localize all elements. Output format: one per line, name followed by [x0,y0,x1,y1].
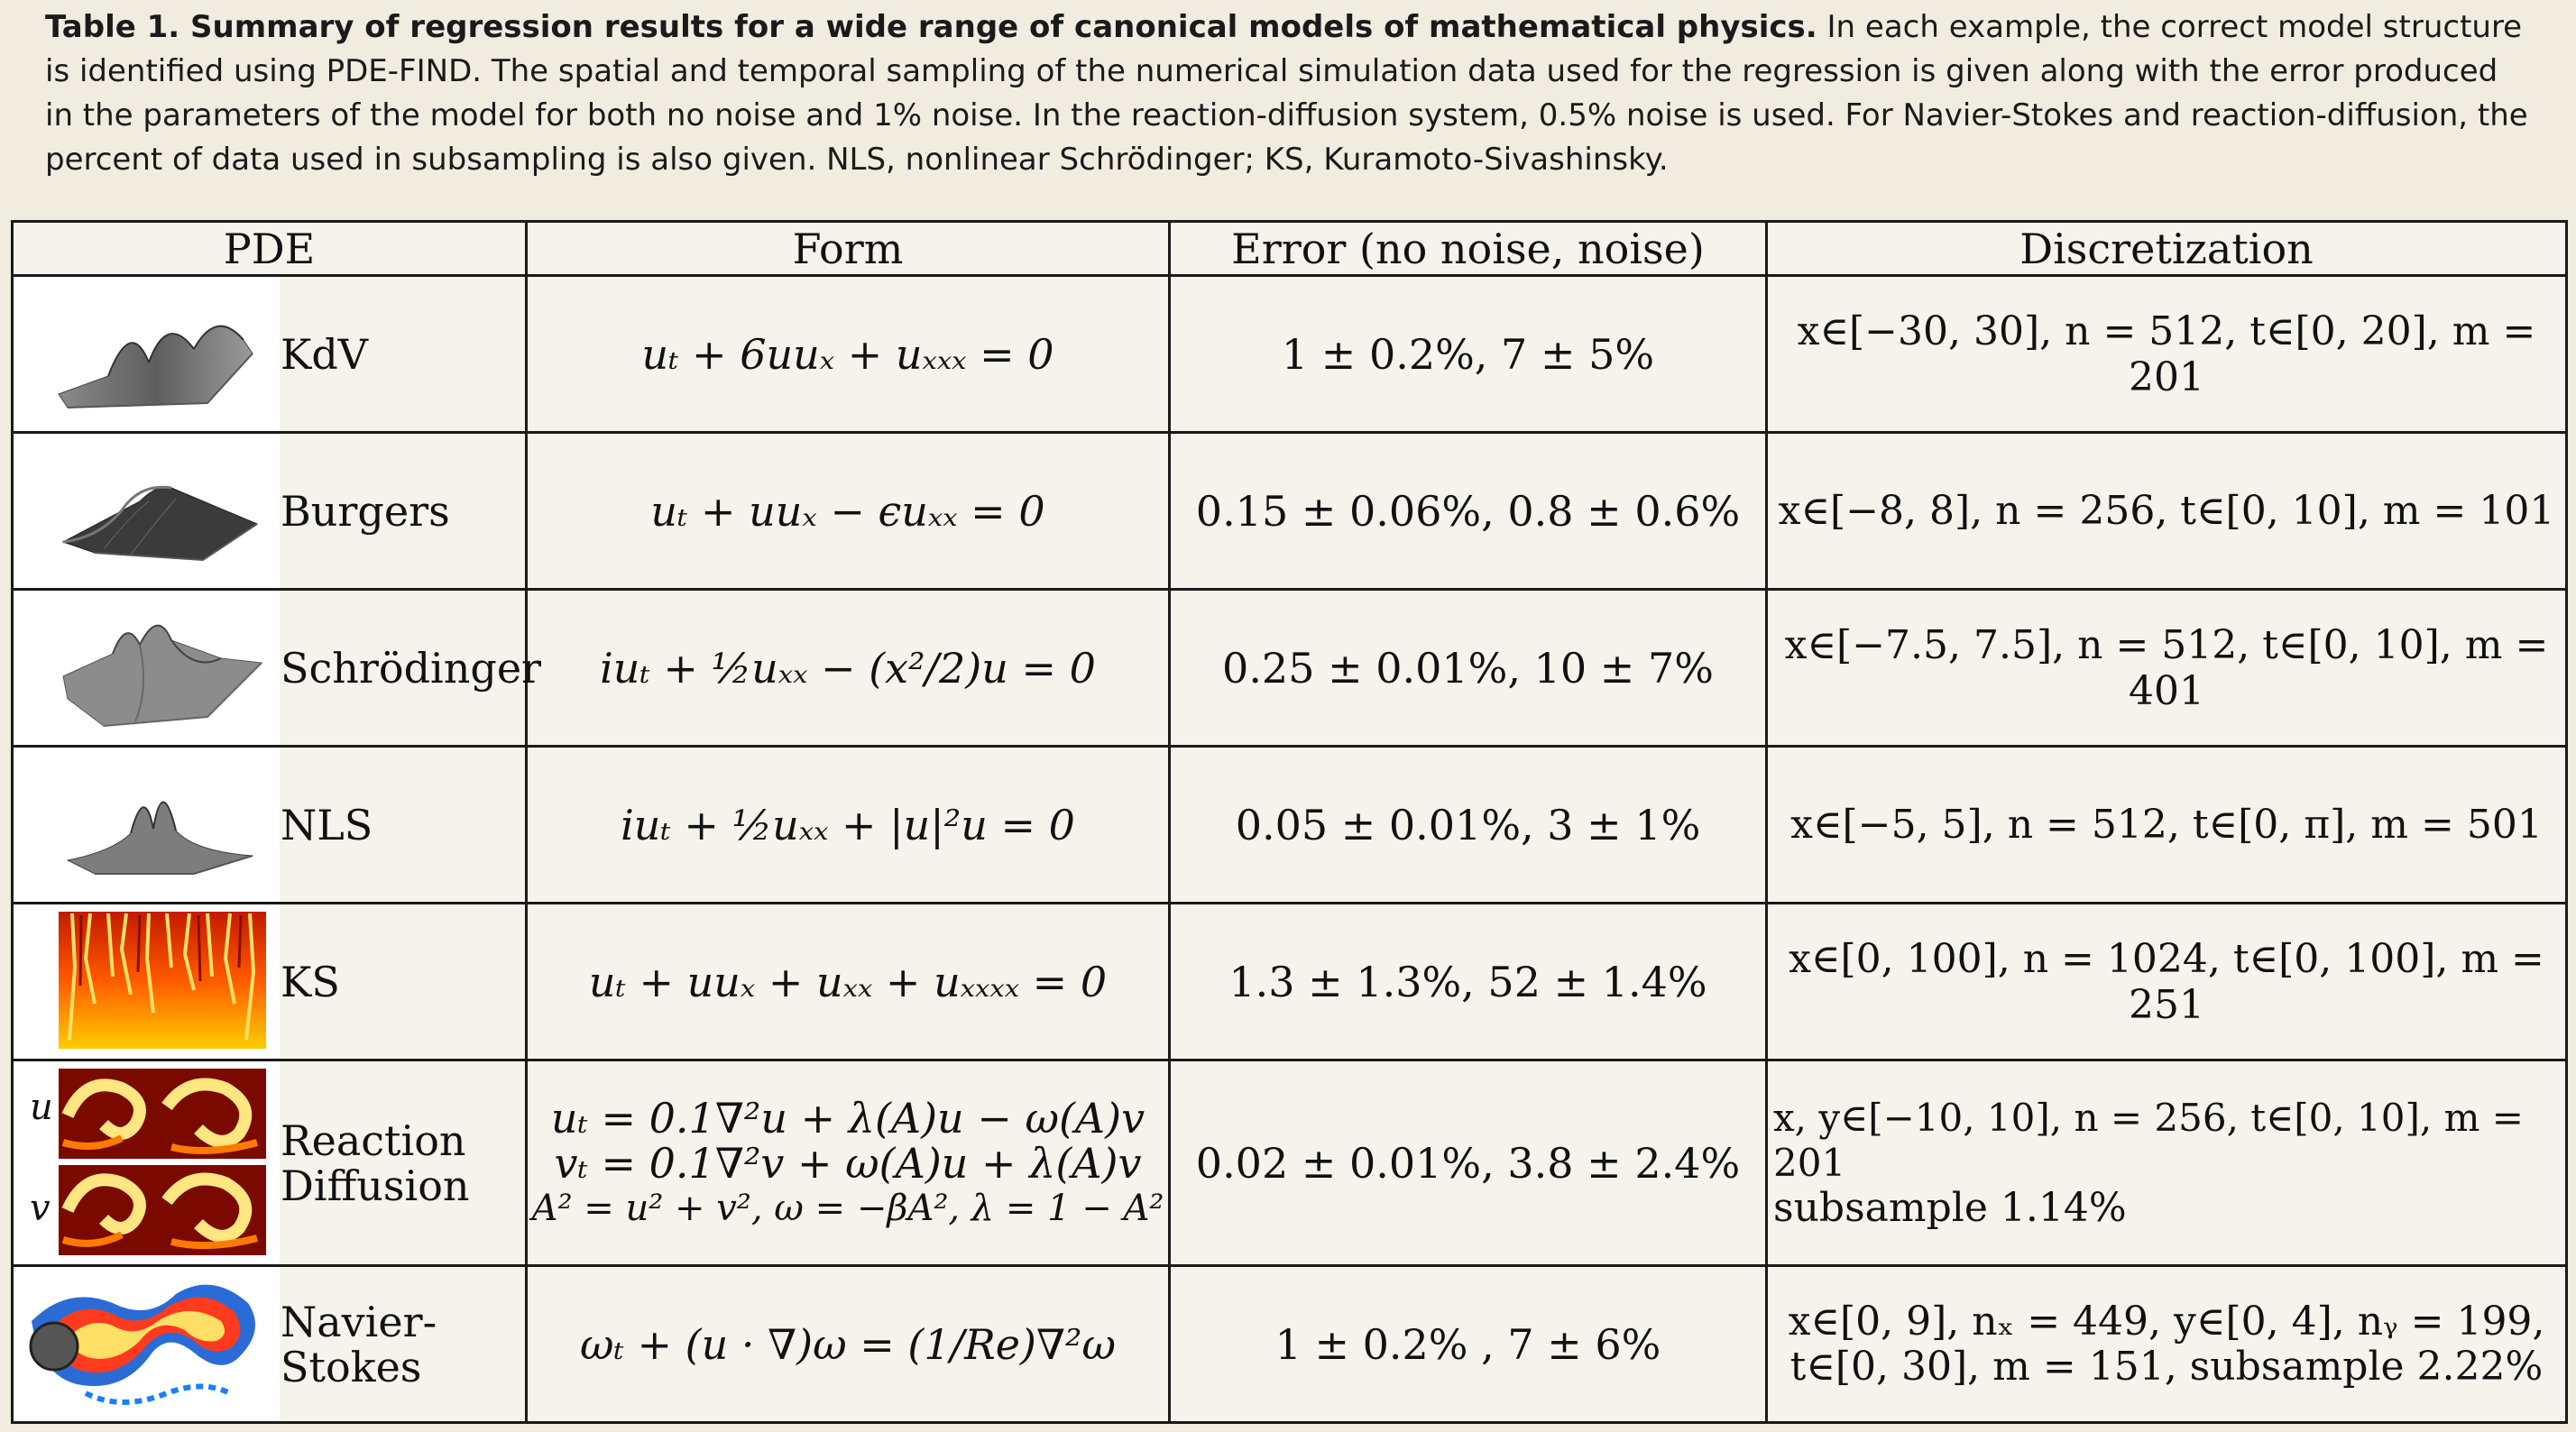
pde-cell [13,1266,527,1423]
pde-form: ωₜ + (u · ∇)ω = (1/Re)∇²ω [527,1266,1170,1423]
schrodinger-surface-plot-icon [14,591,280,745]
form-line: uₜ = 0.1∇²u + λ(A)u − ω(A)v [550,1093,1145,1143]
pde-form: iuₜ + ½uₓₓ − (x²/2)u = 0 [527,590,1170,747]
pde-cell [13,433,527,590]
table-row [13,1266,2567,1423]
table-row [13,747,2567,904]
pde-form: iuₜ + ½uₓₓ + |u|²u = 0 [527,747,1170,904]
pde-discretization [1767,1266,2567,1423]
pde-name [281,1267,518,1421]
pde-form: uₜ + uuₓ + uₓₓ + uₓₓₓₓ = 0 [527,904,1170,1060]
pde-name: KdV [281,329,369,379]
nls-surface-plot-icon [14,748,280,902]
pde-form: uₜ + uuₓ − ϵuₓₓ = 0 [527,433,1170,590]
pde-discretization [1767,1060,2567,1266]
pde-error: 0.25 ± 0.01%, 10 ± 7% [1170,590,1767,747]
ks-heatmap-icon [14,904,280,1059]
v-field-label: v [30,1188,51,1229]
table-row [13,1060,2567,1266]
pde-name: Schrödinger [281,643,542,693]
pde-discretization: x∈[−5, 5], n = 512, t∈[0, π], m = 501 [1767,747,2567,904]
reaction-diffusion-spirals-icon [14,1061,280,1264]
caption-title: Table 1. Summary of regression results for a wide range of canonical models of mathematical physics. [45,9,1817,45]
discretization-line: x∈[0, 9], nₓ = 449, y∈[0, 4], nᵧ = 199, [1788,1298,2545,1345]
table-header-row [13,222,2567,276]
burgers-surface-plot-icon [14,434,280,588]
table-row [13,433,2567,590]
pde-cell [13,590,542,747]
discretization-line: t∈[0, 30], m = 151, subsample 2.22% [1789,1343,2544,1390]
table-caption [45,5,2535,182]
pde-form [527,1060,1170,1266]
pde-name-line: Stokes [281,1342,422,1391]
pde-cell [13,904,527,1060]
header-pde: PDE [13,222,527,276]
discretization-line: x, y∈[−10, 10], n = 256, t∈[0, 10], m = 201 [1773,1095,2524,1185]
form-line: vₜ = 0.1∇²v + ω(A)u + λ(A)v [554,1138,1142,1188]
table-row [13,904,2567,1060]
pde-discretization: x∈[−7.5, 7.5], n = 512, t∈[0, 10], m = 401 [1767,590,2567,747]
header-discretization: Discretization [1767,222,2567,276]
discretization-line: subsample 1.14% [1773,1184,2127,1231]
pde-error: 1 ± 0.2% , 7 ± 6% [1170,1266,1767,1423]
pde-name-line: Diffusion [281,1161,470,1210]
pde-name: KS [281,957,340,1006]
pde-name-line: Reaction [281,1115,466,1165]
table-row [13,276,2567,433]
results-table [11,220,2568,1424]
pde-cell [13,1060,527,1266]
header-error: Error (no noise, noise) [1170,222,1767,276]
header-form: Form [527,222,1170,276]
pde-form: uₜ + 6uuₓ + uₓₓₓ = 0 [527,276,1170,433]
pde-cell [13,747,527,904]
pde-error: 1.3 ± 1.3%, 52 ± 1.4% [1170,904,1767,1060]
kdv-surface-plot-icon [14,277,280,431]
pde-name: NLS [281,800,373,849]
pde-cell [13,276,527,433]
pde-name: Burgers [281,486,450,536]
caption-body: In each example, the correct model structure is identified using PDE-FIND. The spatial and temporal sampling of the numerical simulation data used for the regression is given along with the error produced in the parameters of the model for both no noise and 1% noise. In the reaction-diffusion system, 0.5% noise is used. For Navier-Stokes and reaction-diffusion, the percent of data used in subsampling is also given. NLS, nonlinear Schrödinger; KS, Kuramoto-Sivashinsky. [45,9,2528,178]
table-row [13,590,2567,747]
pde-error: 1 ± 0.2%, 7 ± 5% [1170,276,1767,433]
pde-error: 0.05 ± 0.01%, 3 ± 1% [1170,747,1767,904]
pde-discretization: x∈[0, 100], n = 1024, t∈[0, 100], m = 251 [1767,904,2567,1060]
pde-name-line: Navier- [281,1297,437,1346]
form-line: A² = u² + v², ω = −βA², λ = 1 − A² [531,1187,1164,1229]
pde-discretization: x∈[−30, 30], n = 512, t∈[0, 20], m = 201 [1767,276,2567,433]
pde-name [281,1061,518,1264]
u-field-label: u [30,1087,53,1128]
navier-stokes-vorticity-icon [14,1267,280,1421]
pde-error: 0.15 ± 0.06%, 0.8 ± 0.6% [1170,433,1767,590]
pde-discretization: x∈[−8, 8], n = 256, t∈[0, 10], m = 101 [1767,433,2567,590]
pde-error: 0.02 ± 0.01%, 3.8 ± 2.4% [1170,1060,1767,1266]
